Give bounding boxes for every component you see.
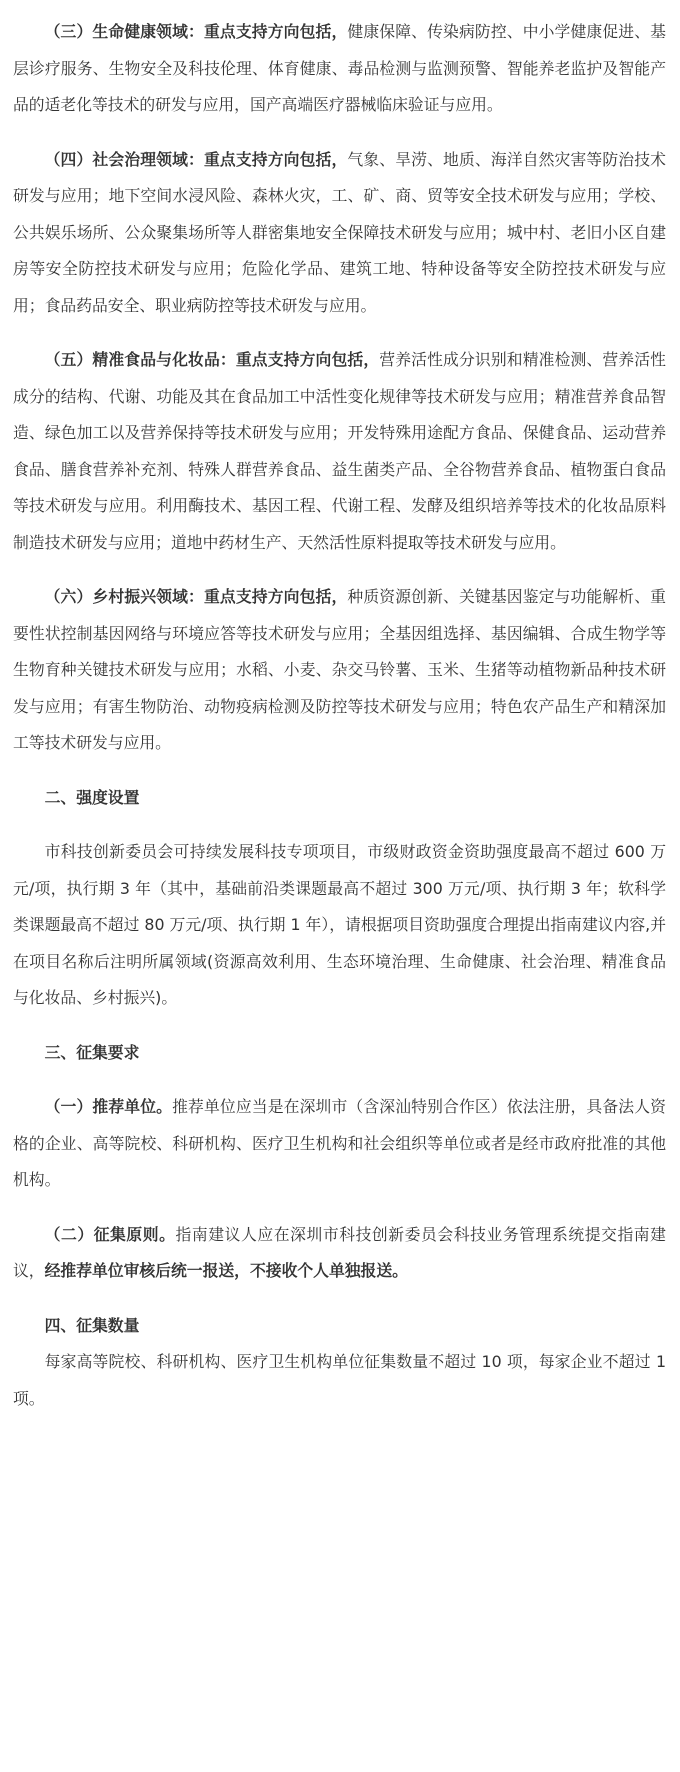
paragraph-text: 种质资源创新、关键基因鉴定与功能解析、重要性状控制基因网络与环境应答等技术研发与应用；全基因组选择、基因编辑、合成生物学等生物育种关键技术研发与应用；水稻、小麦、杂交马铃薯、玉米、生猪等动植物新品种技术研发与应用；有害生物防治、动物疫病检测及防控等技术研发与应用；特色农产品生产和精深加工等技术研发与应用。 <box>13 587 666 752</box>
paragraph-rural-revitalization <box>13 579 666 762</box>
paragraph-lead: （四）社会治理领域：重点支持方向包括， <box>44 149 348 169</box>
paragraph-lead: （三）生命健康领域：重点支持方向包括， <box>44 22 348 41</box>
paragraph-text: 每家高等院校、科研机构、医疗卫生机构单位征集数量不超过 10 项，每家企业不超过 1 项。 <box>13 1352 666 1408</box>
paragraph-recommending-units <box>13 1089 666 1199</box>
paragraph-lead: （六）乡村振兴领域：重点支持方向包括， <box>44 587 348 606</box>
paragraph-text: 推荐单位应当是在深圳市（含深汕特别合作区）依法注册，具备法人资格的企业、高等院校、科研机构、医疗卫生机构和社会组织等单位或者是经市政府批准的其他机构。 <box>13 1097 666 1189</box>
paragraph-text: 指南建议人应在深圳市科技创新委员会科技业务管理系统提交指南建议， <box>13 1224 666 1280</box>
spacer <box>13 0 666 14</box>
paragraph-quantity-limit <box>13 1344 666 1417</box>
heading-collection-requirements: 三、征集要求 <box>44 1042 140 1062</box>
paragraph-text: 营养活性成分识别和精准检测、营养活性成分的结构、代谢、功能及其在食品加工中活性变化规律等技术研发与应用；精准营养食品智造、绿色加工以及营养保持等技术研发与应用；开发特殊用途配方食品、保健食品、运动营养食品、膳食营养补充剂、特殊人群营养食品、益生菌类产品、全谷物营养食品、植物蛋白食品等技术研发与应用。利用酶技术、基因工程、代谢工程、发酵及组织培养等技术的化妆品原料制造技术研发与应用；道地中药材生产、天然活性原料提取等技术研发与应用。 <box>13 350 666 552</box>
paragraph-text: 健康保障、传染病防控、中小学健康促进、基层诊疗服务、生物安全及科技伦理、体育健康、毒品检测与监测预警、智能养老监护及智能产品的适老化等技术的研发与应用，国产高端医疗器械临床验证与应用。 <box>13 22 666 114</box>
paragraph-funding-details <box>13 834 666 1017</box>
spacer <box>13 1017 666 1035</box>
paragraph-collection-principle <box>13 1217 666 1290</box>
paragraph-text: 市科技创新委员会可持续发展科技专项项目，市级财政资金资助强度最高不超过 600 万元/项，执行期 3 年（其中，基础前沿类课题最高不超过 300 万元/项、执行期 3 年；软科学类课题最高不超过 80 万元/项、执行期 1 年），请根据项目资助强度合理提出指南建议内容,并在项目名称后注明所属领域(资源高效利用、生态环境治理、生命健康、社会治理、精准食品与化妆品、乡村振兴)。 <box>13 842 666 1007</box>
spacer <box>13 1290 666 1308</box>
heading-collection-quantity: 四、征集数量 <box>44 1315 140 1335</box>
paragraph-lead: （五）精准食品与化妆品：重点支持方向包括， <box>44 350 380 369</box>
spacer <box>13 324 666 342</box>
spacer <box>13 1071 666 1089</box>
spacer <box>13 1199 666 1217</box>
paragraph-lead: （二）征集原则。 <box>44 1224 176 1244</box>
spacer <box>13 561 666 579</box>
spacer <box>13 762 666 780</box>
paragraph-life-health <box>13 14 666 124</box>
spacer <box>13 816 666 834</box>
heading-funding-intensity: 二、强度设置 <box>44 787 140 807</box>
paragraph-text: 气象、旱涝、地质、海洋自然灾害等防治技术研发与应用；地下空间水浸风险、森林火灾，工、矿、商、贸等安全技术研发与应用；学校、公共娱乐场所、公众聚集场所等人群密集地安全保障技术研发与应用；城中村、老旧小区自建房等安全防控技术研发与应用；危险化学品、建筑工地、特种设备等安全防控技术研发与应用；食品药品安全、职业病防控等技术研发与应用。 <box>13 149 666 315</box>
spacer <box>13 124 666 142</box>
paragraph-social-governance <box>13 142 666 325</box>
paragraph-lead: （一）推荐单位。 <box>44 1097 173 1116</box>
paragraph-emphasis: 经推荐单位审核后统一报送，不接收个人单独报送。 <box>44 1261 408 1280</box>
paragraph-food-cosmetics <box>13 342 666 561</box>
